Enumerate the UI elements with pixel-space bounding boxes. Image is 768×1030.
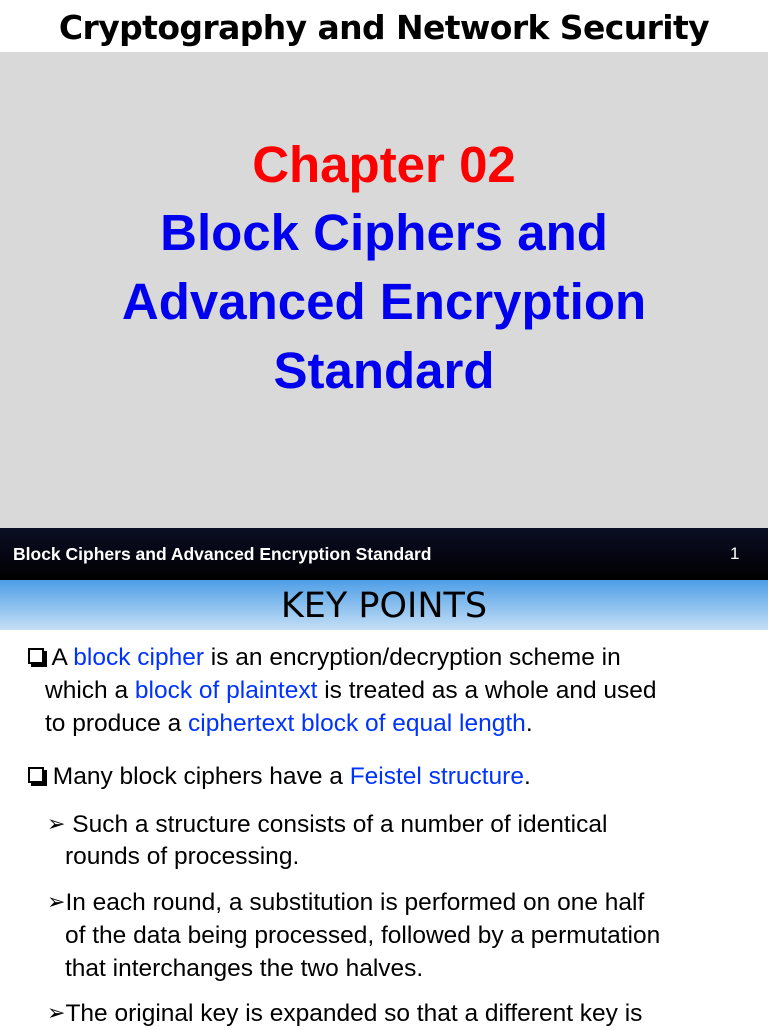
- sub-bullet-structure-line1: [47, 807, 607, 841]
- text-segment: .: [523, 763, 531, 790]
- chapter-title: [0, 198, 768, 405]
- arrow-bullet-icon: ➢: [47, 1000, 66, 1025]
- key-points-heading: KEY POINTS: [280, 586, 488, 626]
- text-segment: In each round, a substitution is performed on one half: [65, 889, 645, 916]
- arrow-bullet-icon: ➢: [47, 889, 66, 914]
- footer-title: Block Ciphers and Advanced Encryption Standard: [13, 544, 432, 564]
- chapter-label: Chapter 02: [252, 136, 516, 193]
- bullet-block-cipher-line1: [28, 641, 621, 674]
- highlight-term: Feistel structure: [349, 763, 524, 790]
- square-bullet-icon: [28, 767, 44, 783]
- highlight-term: block cipher: [73, 644, 204, 671]
- highlight-term: block of plaintext: [134, 677, 318, 704]
- text-segment: is an encryption/decryption scheme in: [204, 644, 621, 671]
- bullet-feistel: [28, 760, 531, 793]
- text-segment: Such a structure consists of a number of identical: [65, 811, 608, 838]
- chapter-title-line: Standard: [273, 342, 495, 399]
- course-title: Cryptography and Network Security: [58, 8, 710, 47]
- chapter-title-line: Advanced Encryption: [121, 273, 647, 330]
- text-segment: The original key is expanded so that a different key is: [65, 1000, 643, 1027]
- square-bullet-icon: [28, 648, 44, 664]
- text-segment: .: [525, 710, 533, 737]
- sub-bullet-round-line1: [47, 885, 644, 919]
- page-number: 1: [730, 544, 740, 563]
- bullet-block-cipher-line2: [45, 674, 657, 707]
- bullet-block-cipher-line3: [45, 707, 533, 740]
- key-points-slide: [0, 580, 768, 1027]
- text-segment: to produce a: [45, 710, 189, 737]
- text-segment: which a: [45, 677, 135, 704]
- text-segment: A: [46, 644, 74, 671]
- text-segment: is treated as a whole and used: [317, 677, 657, 704]
- text-segment: Many block ciphers have a: [46, 763, 350, 790]
- arrow-bullet-icon: ➢: [47, 811, 66, 836]
- chapter-title-line: Block Ciphers and: [160, 204, 608, 261]
- sub-bullet-structure-line2: rounds of processing.: [65, 843, 300, 870]
- sub-bullet-round-line2: of the data being processed, followed by a permutation: [65, 922, 661, 949]
- highlight-term: ciphertext block of equal length: [188, 710, 526, 737]
- sub-bullet-round-line3: that interchanges the two halves.: [65, 955, 424, 982]
- sub-bullet-key-line1: [47, 996, 642, 1030]
